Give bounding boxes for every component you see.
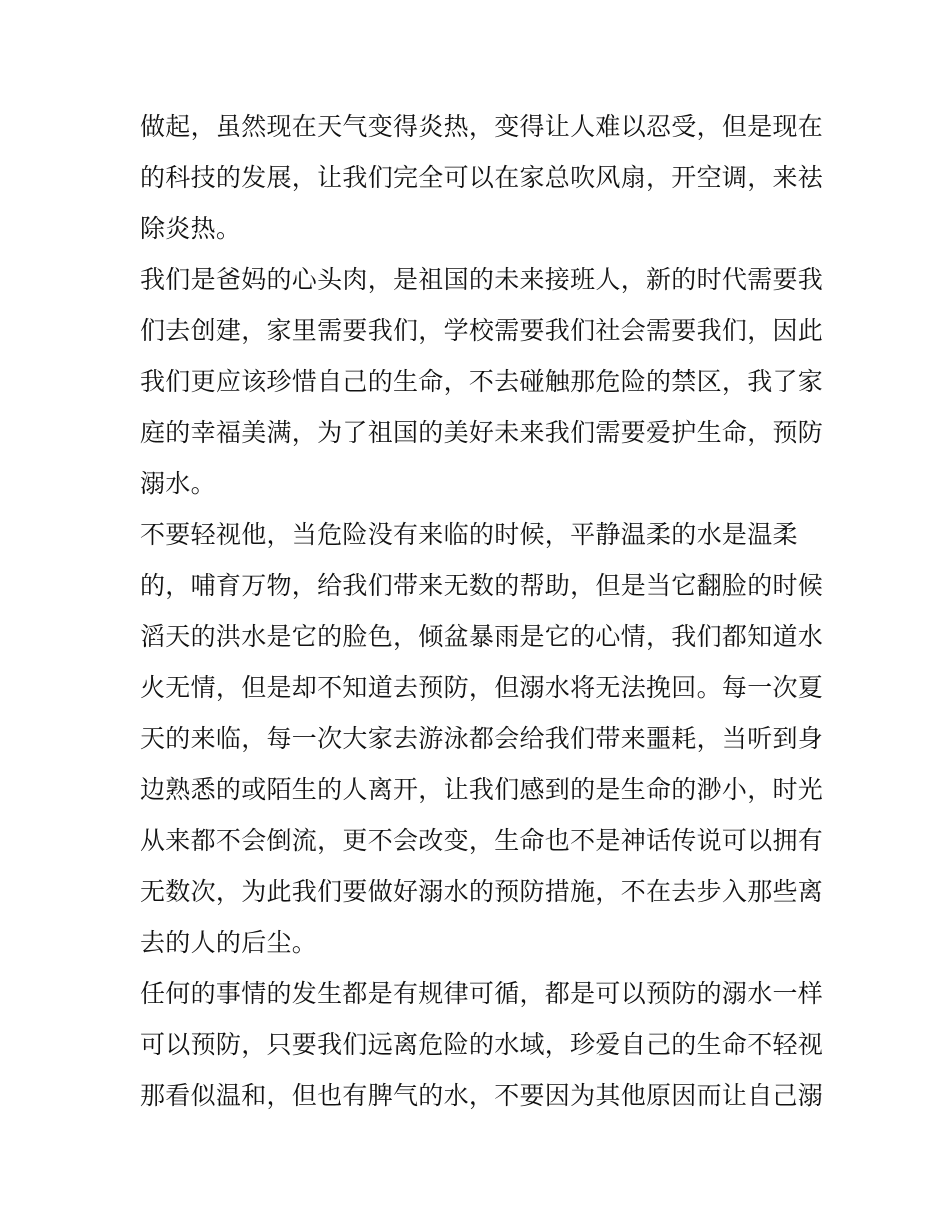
text-line: 除炎热。 bbox=[140, 214, 242, 243]
text-line: 可以预防，只要我们远离危险的水域，珍爱自己的生命不轻视 bbox=[140, 1030, 824, 1059]
text-line: 去的人的后尘。 bbox=[140, 928, 318, 957]
text-line: 滔天的洪水是它的脸色，倾盆暴雨是它的心情，我们都知道水 bbox=[140, 622, 824, 651]
text-line: 们去创建，家里需要我们，学校需要我们社会需要我们，因此 bbox=[140, 316, 824, 345]
text-line: 从来都不会倒流，更不会改变，生命也不是神话传说可以拥有 bbox=[140, 826, 824, 855]
text-line: 那看似温和，但也有脾气的水，不要因为其他原因而让自己溺 bbox=[140, 1081, 824, 1110]
text-line: 边熟悉的或陌生的人离开，让我们感到的是生命的渺小，时光 bbox=[140, 775, 824, 804]
text-line: 的科技的发展，让我们完全可以在家总吹风扇，开空调，来祛 bbox=[140, 163, 824, 192]
text-line: 溺水。 bbox=[140, 469, 216, 498]
text-line: 不要轻视他，当危险没有来临的时候，平静温柔的水是温柔 bbox=[140, 520, 798, 549]
text-line: 我们是爸妈的心头肉，是祖国的未来接班人，新的时代需要我 bbox=[140, 265, 824, 294]
text-line: 庭的幸福美满，为了祖国的美好未来我们需要爱护生命，预防 bbox=[140, 418, 824, 447]
text-line: 我们更应该珍惜自己的生命，不去碰触那危险的禁区，我了家 bbox=[140, 367, 824, 396]
text-line: 做起，虽然现在天气变得炎热，变得让人难以忍受，但是现在 bbox=[140, 112, 824, 141]
text-line: 无数次，为此我们要做好溺水的预防措施，不在去步入那些离 bbox=[140, 877, 824, 906]
text-line: 火无情，但是却不知道去预防，但溺水将无法挽回。每一次夏 bbox=[140, 673, 824, 702]
text-line: 天的来临，每一次大家去游泳都会给我们带来噩耗，当听到身 bbox=[140, 724, 824, 753]
text-line: 任何的事情的发生都是有规律可循，都是可以预防的溺水一样 bbox=[140, 979, 824, 1008]
text-line: 的，哺育万物，给我们带来无数的帮助，但是当它翻脸的时候 bbox=[140, 571, 824, 600]
document-body bbox=[140, 101, 824, 1121]
